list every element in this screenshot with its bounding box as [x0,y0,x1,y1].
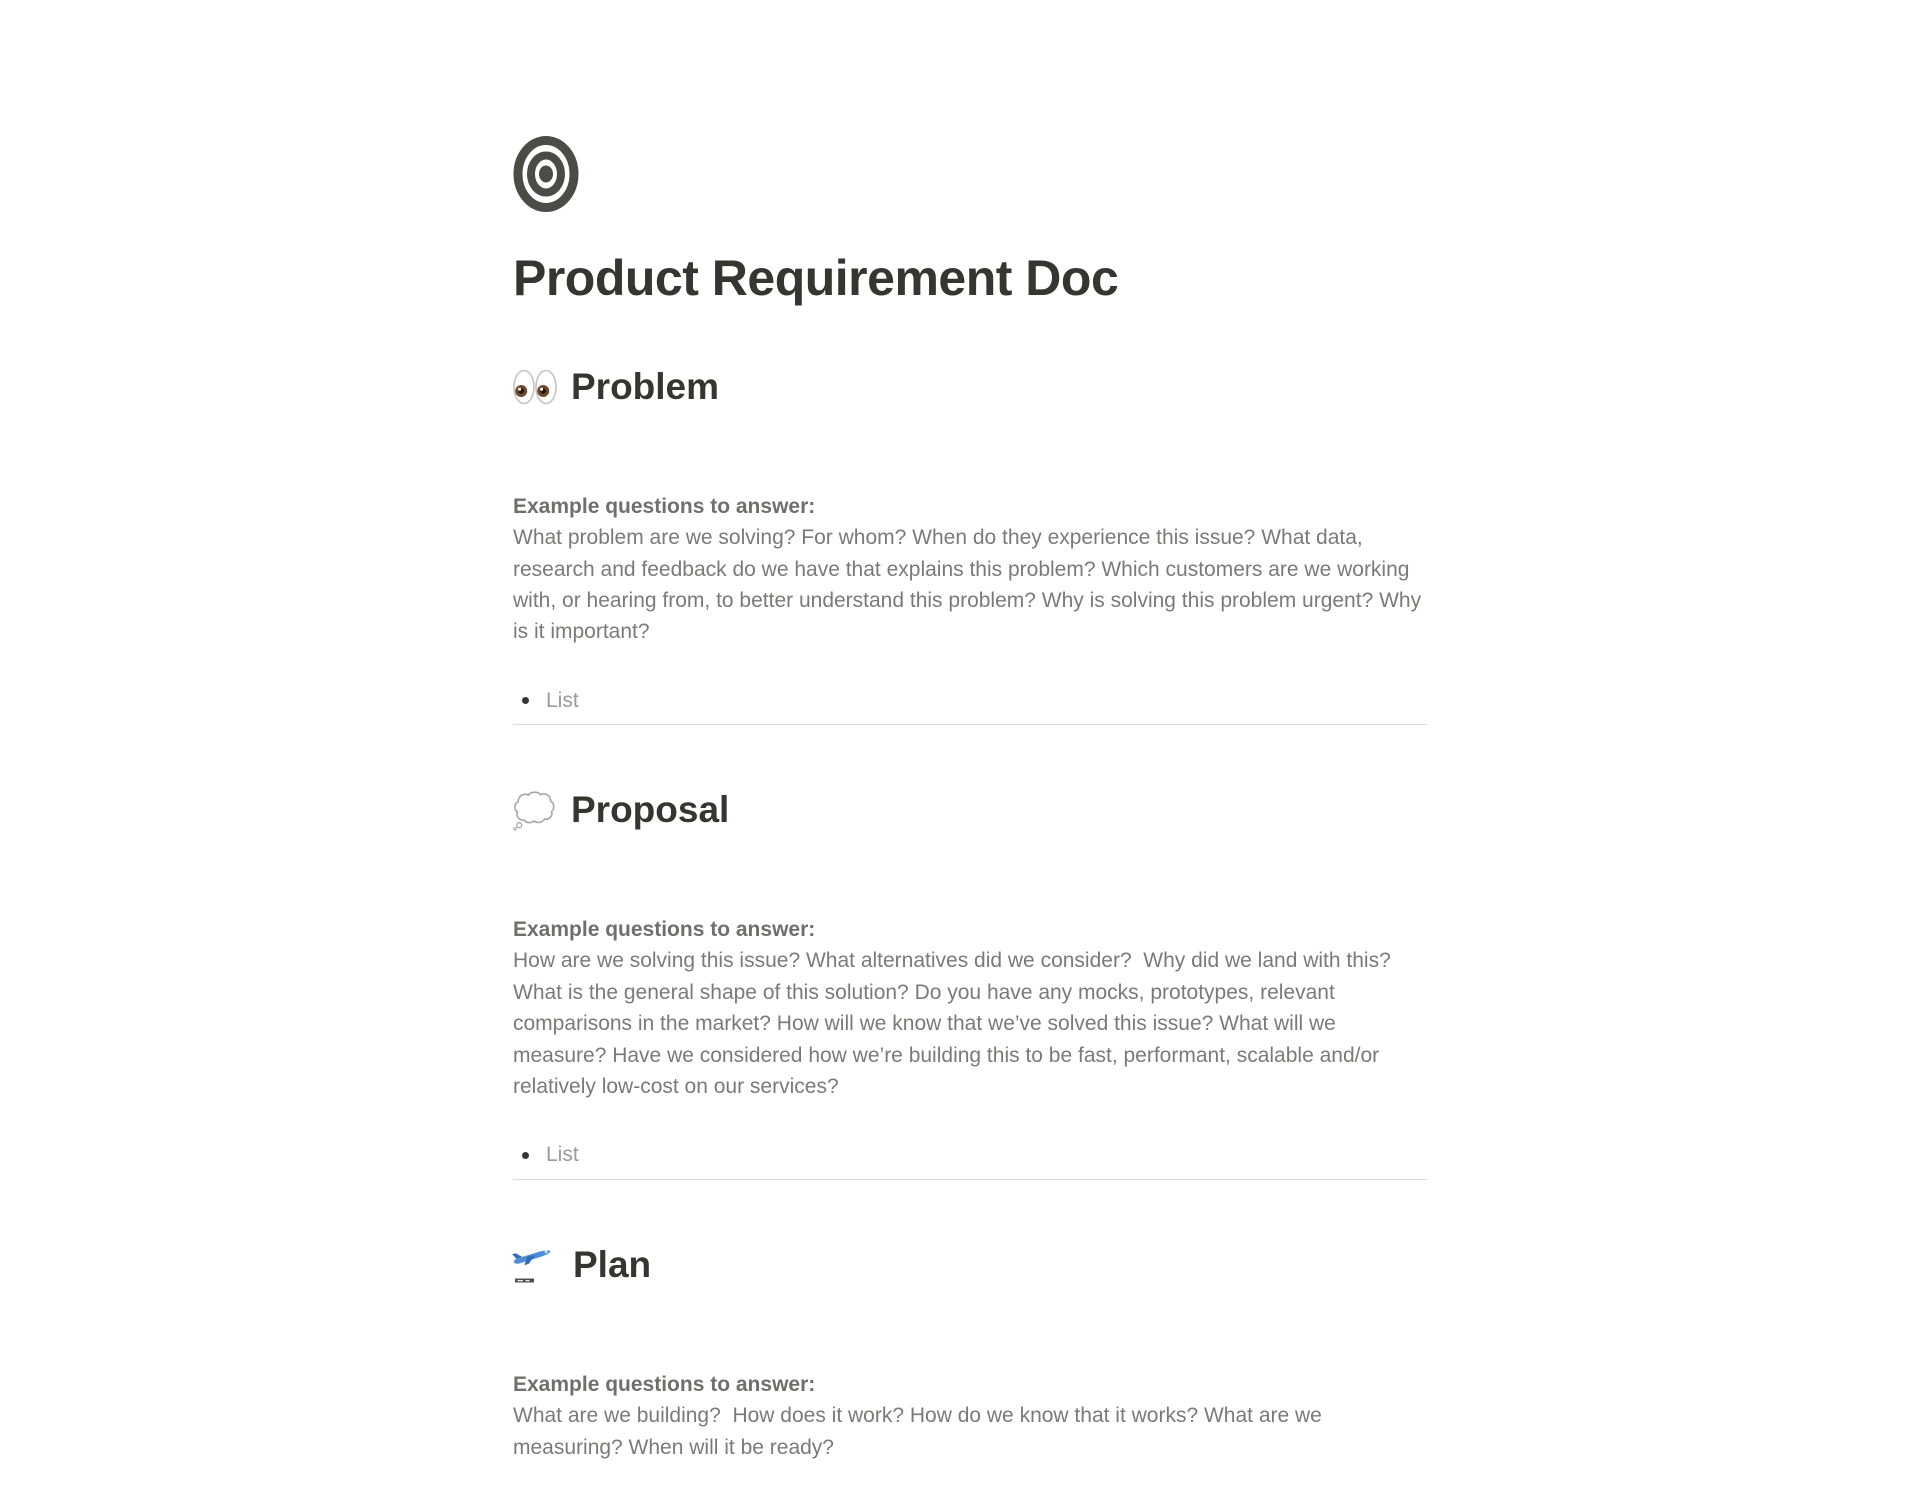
example-questions-label: Example questions to answer: [513,494,816,518]
bullet-icon [522,1152,529,1159]
section-heading-proposal[interactable] [513,787,1429,833]
example-questions-label: Example questions to answer: [513,1372,816,1396]
target-icon-svg [513,135,579,213]
section-proposal [513,787,1429,1180]
section-plan [513,1242,1429,1494]
section-heading-label: Problem [571,366,720,407]
target-icon[interactable] [513,135,579,213]
list-item[interactable] [513,685,1429,716]
example-questions-text: What problem are we solving? For whom? When do they experience this issue? What data, research and feedback do we have that explains this problem? Which customers are we working with, or hearing from, to better understand this problem? Why is solving this problem urgent? Why is it important? [513,526,1427,644]
example-questions-block[interactable] [513,1306,1429,1494]
example-questions-text: How are we solving this issue? What alternatives did we consider? Why did we land with this? What is the general shape of this solution? Do you have any mocks, prototypes, relevant comparisons in the market? How will we know that we’ve solved this issue? What will we measure? Have we considered how we’re building this to be fast, performant, scalable and/or relatively low-cost on our services? [513,949,1397,1099]
list-item[interactable] [513,1140,1429,1171]
divider [513,724,1427,725]
eyes-emoji-icon [513,369,557,405]
divider [513,1179,1427,1180]
section-heading-label: Plan [573,1243,652,1285]
example-questions-text: What are we building? How does it work? How do we know that it works? What are we measuring? When will it be ready? [513,1404,1328,1459]
list-placeholder: List [546,688,579,712]
list-placeholder: List [546,1143,579,1167]
example-questions-block[interactable] [513,428,1429,679]
section-problem [513,364,1429,725]
example-questions-block[interactable] [513,851,1429,1134]
section-heading-problem[interactable] [513,364,1429,410]
section-heading-plan[interactable] [513,1242,1429,1288]
section-heading-label: Proposal [571,789,730,831]
page-title[interactable]: Product Requirement Doc [513,250,1119,306]
thought-balloon-emoji-icon [513,790,557,831]
bullet-icon [522,697,529,704]
document-page [513,135,1429,1494]
example-questions-label: Example questions to answer: [513,918,816,942]
airplane-departure-emoji-icon [513,1245,559,1285]
